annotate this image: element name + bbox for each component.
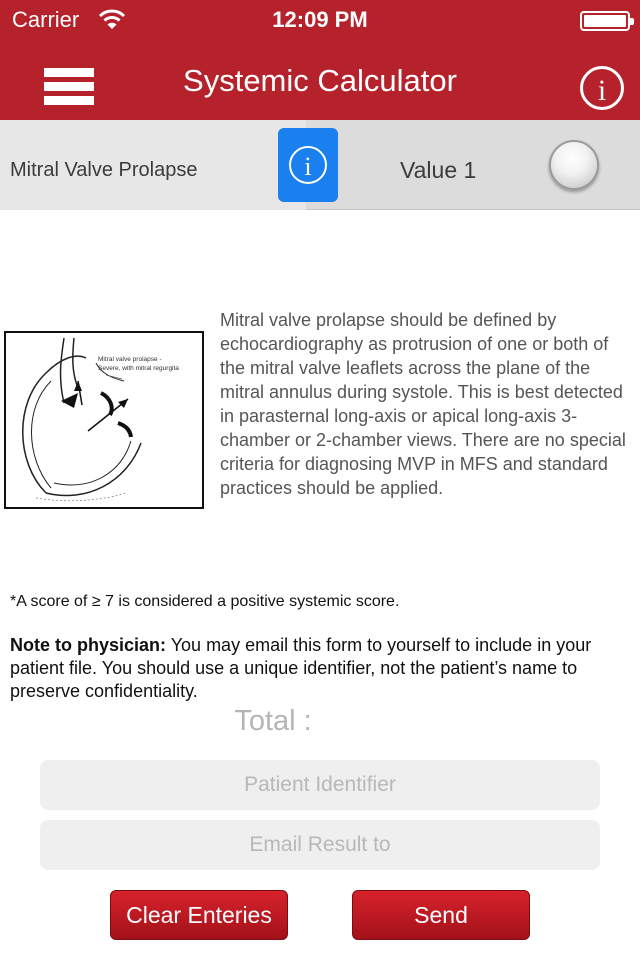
battery-icon [580,11,630,31]
send-button[interactable]: Send [352,890,530,940]
criterion-info-button[interactable] [278,128,338,202]
physician-note-label: Note to physician: [10,635,167,655]
criterion-label: Mitral Valve Prolapse [10,159,198,181]
email-result-input[interactable] [40,820,600,870]
status-bar [0,0,640,40]
patient-identifier-input[interactable] [40,760,600,810]
info-button[interactable] [580,66,624,110]
heart-diagram-image [6,333,202,507]
score-note: *A score of ≥ 7 is considered a positive systemic score. [10,593,400,610]
physician-note-text: You may email this form to yourself to include in your patient file. You should use a unique identifier, not the patient’s name to preserve confidentiality. [10,635,592,701]
criterion-label-cell [0,120,306,210]
diagram-caption-line1: Mitral valve prolapse - [98,356,162,363]
info-icon [278,128,338,202]
page-title: Systemic Calculator [183,63,457,98]
top-bar [0,0,640,120]
svg-text:i: i [597,74,607,107]
criterion-radio-button[interactable] [549,140,599,190]
total-label: Total : [234,705,312,737]
clear-entries-button[interactable]: Clear Enteries [110,890,288,940]
physician-note [10,634,635,703]
mitral-valve-diagram [4,331,204,509]
diagram-caption-line2: Severe, with mitral regurgita [98,365,179,372]
carrier-label: Carrier [12,7,80,32]
svg-text:i: i [304,152,312,181]
criterion-row [0,120,640,210]
criterion-description: Mitral valve prolapse should be defined by echocardiography as protrusion of one or both of the mitral valve leaflets across the plane of the mitral annulus during systole. This is best detected in parasternal long-axis or apical long-axis 3-chamber or 2-chamber views. There are no special criteria for diagnosing MVP in MFS and standard practices should be applied. [220,310,626,498]
criterion-value-label: Value 1 [400,157,477,183]
status-time: 12:09 PM [272,7,368,32]
info-icon [583,69,621,107]
